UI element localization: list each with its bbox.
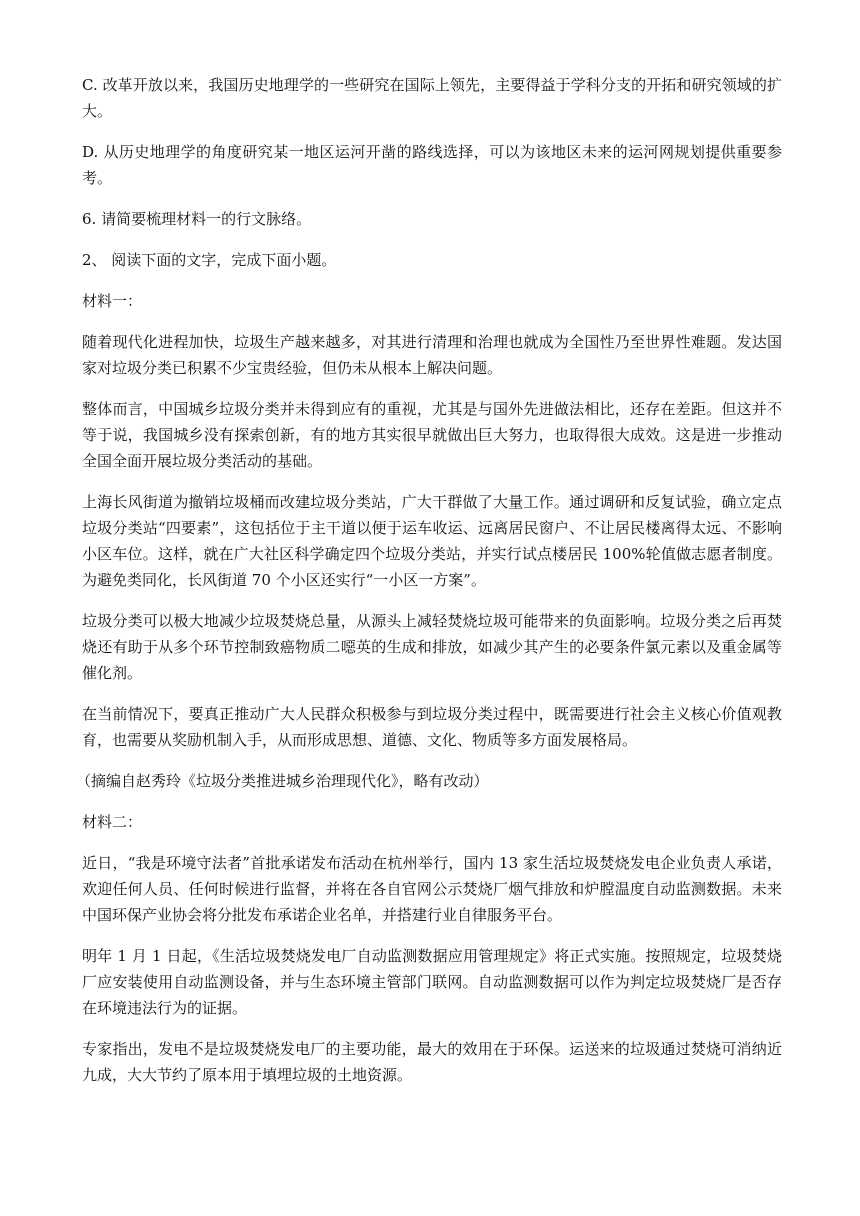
question-6-text: 6. 请简要梳理材料一的行文脉络。 xyxy=(82,210,312,228)
material-1-paragraph-1: 随着现代化进程加快，垃圾生产越来越多，对其进行清理和治理也就成为全国性乃至世界性难题。发达国家对垃圾分类已积累不少宝贵经验，但仍未从根本上解决问题。 xyxy=(82,333,782,377)
material-1-label: 材料一： xyxy=(82,292,143,310)
material-1-paragraph-3: 上海长风街道为撤销垃圾桶而改建垃圾分类站，广大干群做了大量工作。通过调研和反复试验，确立定点垃圾分类站“四要素”，这包括位于主干道以便于运车收运、远离居民窗户、不让居民楼离得太远、不影响小区车位。这样，就在广大社区科学确定四个垃圾分类站，并实行试点楼居民 100%轮值做志愿者制度。为避免类同化，长风街道 70 个小区还实行“一小区一方案”。 xyxy=(82,493,782,589)
material-1-paragraph-2: 整体而言，中国城乡垃圾分类并未得到应有的重视，尤其是与国外先进做法相比，还存在差距。但这并不等于说，我国城乡没有探索创新，有的地方其实很早就做出巨大努力，也取得很大成效。这是进一步推动全国全面开展垃圾分类活动的基础。 xyxy=(82,400,782,470)
material-2-paragraph-3: 专家指出，发电不是垃圾焚烧发电厂的主要功能，最大的效用在于环保。运送来的垃圾通过焚烧可消纳近九成，大大节约了原本用于填埋垃圾的土地资源。 xyxy=(82,1040,782,1084)
section-2-heading: 2、 阅读下面的文字，完成下面小题。 xyxy=(82,251,337,269)
material-2-paragraph-1: 近日，“我是环境守法者”首批承诺发布活动在杭州举行，国内 13 家生活垃圾焚烧发电企业负责人承诺，欢迎任何人员、任何时候进行监督，并将在各自官网公示焚烧厂烟气排放和炉膛温度自动监测数据。未来中国环保产业协会将分批发布承诺企业名单，并搭建行业自律服务平台。 xyxy=(82,854,782,924)
material-1-paragraph-5: 在当前情况下，要真正推动广大人民群众积极参与到垃圾分类过程中，既需要进行社会主义核心价值观教育，也需要从奖励机制入手，从而形成思想、道德、文化、物质等多方面发展格局。 xyxy=(82,705,782,749)
option-c-text: C. 改革开放以来，我国历史地理学的一些研究在国际上领先，主要得益于学科分支的开拓和研究领域的扩大。 xyxy=(82,76,782,120)
material-1-paragraph-4: 垃圾分类可以极大地减少垃圾焚烧总量，从源头上减轻焚烧垃圾可能带来的负面影响。垃圾分类之后再焚烧还有助于从多个环节控制致癌物质二噁英的生成和排放，如减少其产生的必要条件氯元素以及重金属等催化剂。 xyxy=(82,612,782,682)
material-2-label: 材料二： xyxy=(82,813,143,831)
document-page xyxy=(76,72,782,1103)
option-d-text: D. 从历史地理学的角度研究某一地区运河开凿的路线选择，可以为该地区未来的运河网规划提供重要参考。 xyxy=(82,143,782,187)
material-2-paragraph-2: 明年 1 月 1 日起，《生活垃圾焚烧发电厂自动监测数据应用管理规定》将正式实施。按照规定，垃圾焚烧厂应安装使用自动监测设备，并与生态环境主管部门联网。自动监测数据可以作为判定垃圾焚烧厂是否存在环境违法行为的证据。 xyxy=(82,947,782,1017)
material-1-source: （摘编自赵秀玲《垃圾分类推进城乡治理现代化》，略有改动） xyxy=(76,772,489,790)
